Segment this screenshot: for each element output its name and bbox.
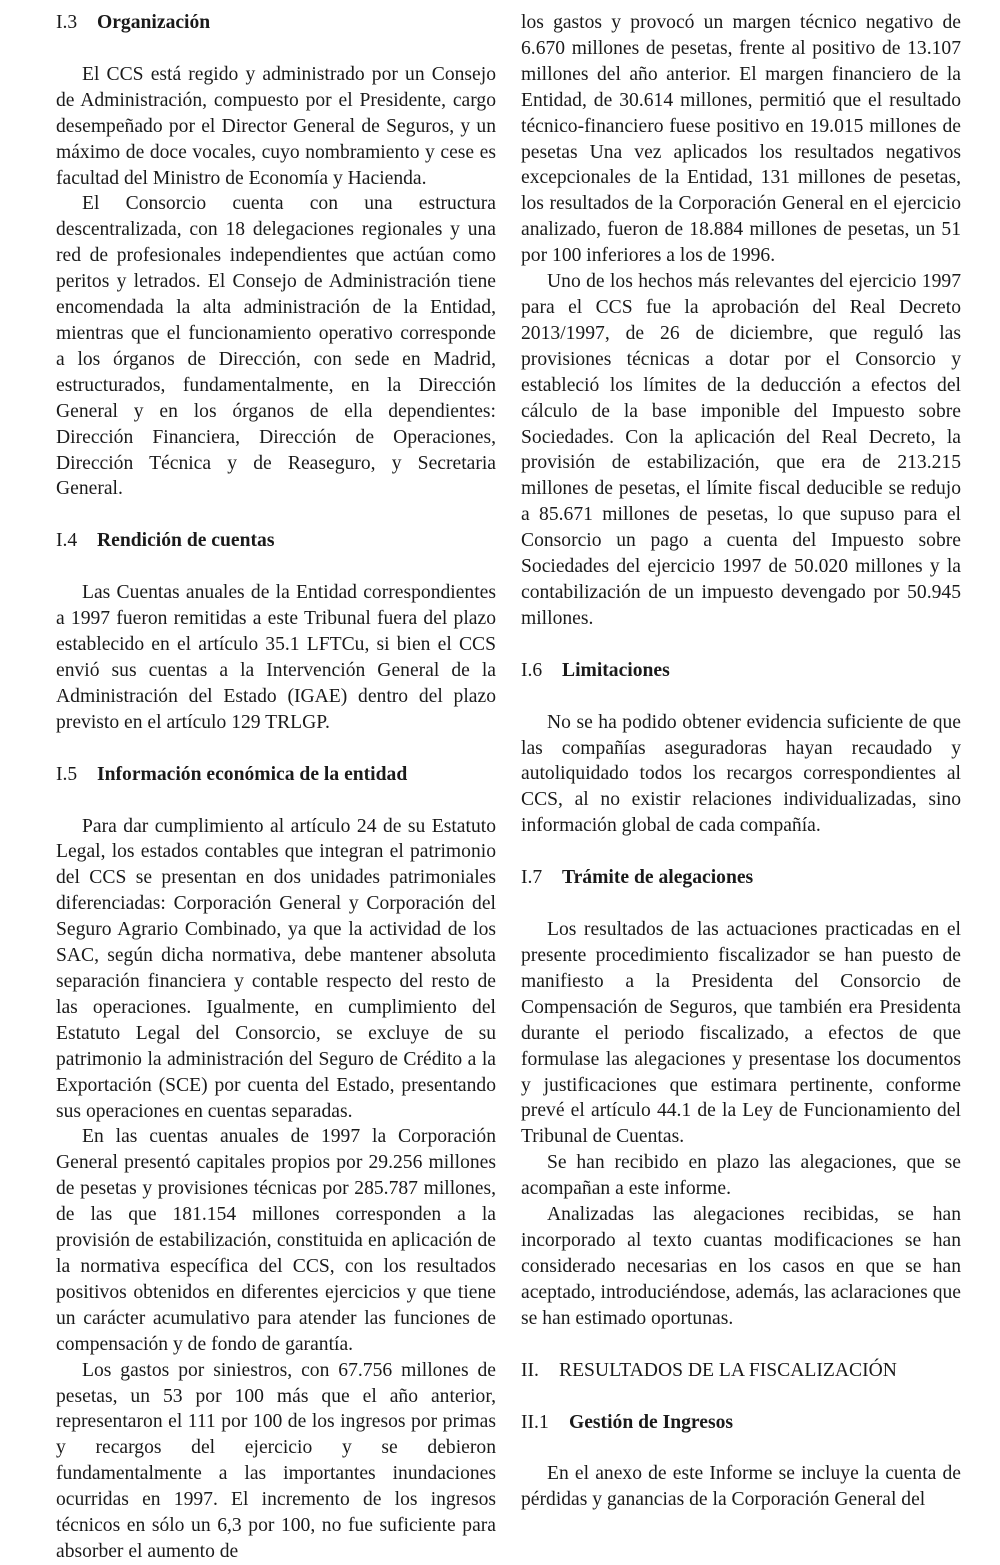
paragraph: Uno de los hechos más relevantes del ejercicio 1997 para el CCS fue la aprobación del Real Decreto 2013/1997, de 26 de diciembre, que reguló las provisiones técnicas a dotar por el Consorcio y estableció los límites de la deducción a efectos del cálculo de la base imponible del Impuesto sobre Sociedades. Con la aplicación del Real Decreto, la provisión de estabilización, que era de 213.215 millones de pesetas, el límite fiscal deducible se redujo a 85.671 millones de pesetas, lo que supuso para el Consorcio un pago a cuenta del Impuesto sobre Sociedades del ejercicio 1997 de 50.020 millones y la contabilización de un impuesto devengado por 50.945 millones. [521,271,961,629]
paragraph: El Consorcio cuenta con una estructura descentralizada, con 18 delegaciones regionales y una red de profesionales independientes que actúan como peritos y letrados. El Consejo de Administración tiene encomendada la alta administración de la Entidad, mientras que el funcionamiento operativo corresponde a los órganos de Dirección, con sede en Madrid, estructurados, fundamentalmente, en la Dirección General y en los órganos de ella dependientes: Dirección Financiera, Dirección de Operaciones, Dirección Técnica y de Reaseguro, y Secretaria General. [56,193,496,500]
section-title: Trámite de alegaciones [562,867,754,889]
section-number: II.1 [521,1411,549,1433]
section-heading-i4 [56,528,496,554]
paragraph: Para dar cumplimiento al artículo 24 de su Estatuto Legal, los estados contables que integran el patrimonio del CCS se presentan en dos unidades patrimoniales diferenciadas: Corporación General y Corporación del Seguro Agrario Combinado, ya que la actividad de los SAC, según dicha normativa, debe mantener absoluta separación financiera y contable respecto del resto de las operaciones. Igualmente, en cumplimiento del Estatuto Legal del Consorcio, se excluye de su patrimonio la administración del Seguro de Crédito a la Exportación (SCE) por cuenta del Estado, presentando sus operaciones en cuentas separadas. [56,815,496,1122]
section-number: I.4 [56,530,78,552]
section-title: RESULTADOS DE LA FISCALIZACIÓN [559,1359,897,1381]
paragraph: No se ha podido obtener evidencia suficiente de que las compañías aseguradoras hayan recaudado y autoliquidado todos los recargos correspondientes al CCS, al no existir relaciones individualizadas, sino información global de cada compañía. [521,711,961,837]
section-number: I.5 [56,763,78,785]
section-number: I.7 [521,867,543,889]
section-heading-i6 [521,658,961,684]
section-number: I.6 [521,659,543,681]
paragraph: Se han recibido en plazo las alegaciones, que se acompañan a este informe. [521,1152,961,1200]
paragraph: Los gastos por siniestros, con 67.756 millones de pesetas, un 53 por 100 más que el año anterior, representaron el 111 por 100 de los ingresos por primas y recargos del ejercicio y se debieron fundamentalmente a las importantes inundaciones ocurridas en 1997. El incremento de los ingresos técnicos en sólo un 6,3 por 100, no fue suficiente para absorber el aumento de [56,1359,496,1562]
section-heading-i7 [521,865,961,891]
section-title: Limitaciones [562,659,670,681]
section-heading-ii1 [521,1410,961,1436]
section-title: Gestión de Ingresos [569,1411,734,1433]
section-title: Rendición de cuentas [97,530,275,552]
paragraph: Analizadas las alegaciones recibidas, se han incorporado al texto cuantas modificaciones se han considerado necesarias en los casos en que se han aceptado, introduciéndose, además, las aclaraciones que se han estimado oportunas. [521,1204,961,1329]
paragraph: Los resultados de las actuaciones practicadas en el presente procedimiento fiscalizador se han puesto de manifiesto a la Presidenta del Consorcio de Compensación de Seguros, que también era Presidenta durante el periodo fiscalizado, a efectos de que formulase las alegaciones y presentase los documentos y justificaciones que estimara pertinente, conforme prevé el artículo 44.1 de la Ley de Funcionamiento del Tribunal de Cuentas. [521,919,961,1148]
section-title: Información económica de la entidad [97,763,408,785]
section-number: II. [521,1359,539,1381]
chapter-heading-ii [521,1358,961,1384]
right-column [521,10,961,1513]
left-column [56,10,496,1565]
section-heading-i5 [56,762,496,788]
paragraph: Las Cuentas anuales de la Entidad correspondientes a 1997 fueron remitidas a este Tribunal fuera del plazo establecido en el artículo 35.1 LFTCu, si bien el CCS envió sus cuentas a la Intervención General de la Administración del Estado (IGAE) dentro del plazo previsto en el artículo 129 TRLGP. [56,582,496,733]
paragraph: El CCS está regido y administrado por un Consejo de Administración, compuesto por el Presidente, cargo desempeñado por el Director General de Seguros, y un máximo de doce vocales, cuyo nombramiento y cese es facultad del Ministro de Economía y Hacienda. [56,63,496,189]
section-title: Organización [97,12,211,33]
section-number: I.3 [56,12,78,33]
paragraph: En las cuentas anuales de 1997 la Corporación General presentó capitales propios por 29.256 millones de pesetas y provisiones técnicas por 285.787 millones, de las que 181.154 millones corresponden a la provisión de estabilización, constituida en aplicación de la normativa específica del CCS, con los resultados positivos obtenidos en diferentes ejercicios y que tiene un carácter acumulativo para atender las funciones de compensación y de fondo de garantía. [56,1126,496,1355]
paragraph-continued: los gastos y provocó un margen técnico negativo de 6.670 millones de pesetas, frente al positivo de 13.107 millones del año anterior. El margen financiero de la Entidad, de 30.614 millones, permitió que el resultado técnico-financiero fuese positivo en 19.015 millones de pesetas Una vez aplicados los resultados negativos excepcionales de la Entidad, 131 millones de pesetas, los resultados de la Corporación General en el ejercicio analizado, fueron de 18.884 millones de pesetas, un 51 por 100 inferiores a los de 1996. [521,12,961,267]
paragraph: En el anexo de este Informe se incluye la cuenta de pérdidas y ganancias de la Corporación General del [521,1463,961,1511]
section-heading-i3 [56,10,496,36]
